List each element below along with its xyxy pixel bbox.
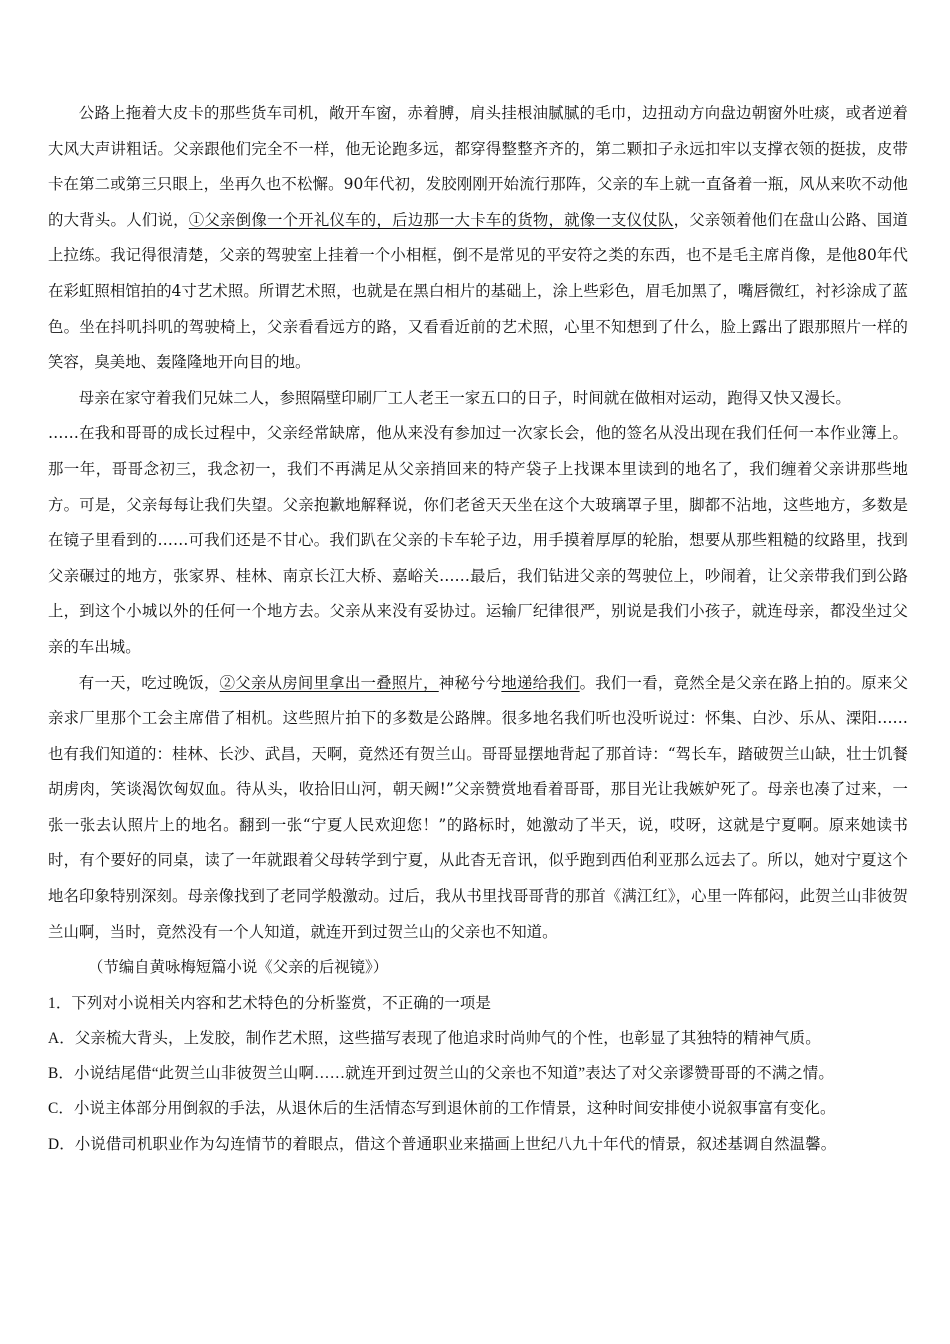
passage-text: 。我们一看，竟然全是父亲在路上拍的。原来父亲求厂里那个工会主席借了相机。这些照片拍下的多数是公路牌。很多地名我们听也没听说过：怀集、白沙、乐从、溧阳……也有我们知道的：桂林、长沙、武昌，天啊，竟然还有贺兰山。哥哥显摆地背起了那首诗：“驾长车，踏破贺兰山缺，壮士饥餐胡虏肉，笑谈渴饮匈奴血。待从头，收拾旧山河，朝天阙!”父亲赞赏地看着哥哥，那目光让我嫉妒死了。母亲也凑了过来，一张一张去认照片上的地名。翻到一张“宁夏人民欢迎您！”的路标时，她激动了半天，说，哎呀，这就是宁夏啊。原来她读书时，有个要好的同桌，读了一年就跟着父母转学到宁夏，从此杳无音讯，似乎跑到西伯利亚那么远去了。所以，她对宁夏这个地名印象特别深刻。母亲像找到了老同学般激动。过后，我从书里找哥哥背的那首《满江红》，心里一阵郁闷，此贺兰山非彼贺兰山啊，当时，竟然没有一个人知道，就连开到过贺兰山的父亲也不知道。 <box>48 673 909 941</box>
passage-paragraph-2: 母亲在家守着我们兄妹二人，参照隔壁印刷厂工人老王一家五口的日子，时间就在做相对运动，跑得又快又漫长。 <box>78 388 851 407</box>
option-letter: A． <box>48 1030 75 1048</box>
option-text: 小说主体部分用倒叙的手法，从退休后的生活情态写到退休前的工作情景，这种时间安排使小说叙事富有变化。 <box>74 1100 836 1118</box>
option-c <box>48 1091 908 1126</box>
passage-paragraph-3: ……在我和哥哥的成长过程中，父亲经常缺席，他从来没有参加过一次家长会，他的签名从没出现在我们任何一本作业簿上。那一年，哥哥念初三，我念初一，我们不再满足从父亲捎回来的特产袋子上找课本里读到的地名了，我们缠着父亲讲那些地方。可是，父亲每每让我们失望。父亲抱歉地解释说，你们老爸天天坐在这个大玻璃罩子里，脚都不沾地，这些地方，多数是在镜子里看到的……可我们还是不甘心。我们趴在父亲的卡车轮子边，用手摸着厚厚的轮胎，想要从那些粗糙的纹路里，找到父亲碾过的地方，张家界、桂林、南京长江大桥、嘉峪关……最后，我们钻进父亲的驾驶位上，吵闹着，让父亲带我们到公路上，到这个小城以外的任何一个地方去。父亲从来没有妥协过。运输厂纪律很严，别说是我们小孩子，就连母亲，都没坐过父亲的车出城。 <box>48 424 908 656</box>
option-letter: D． <box>48 1135 75 1153</box>
option-d <box>48 1127 908 1162</box>
passage-text: 有一天，吃过晚饭， <box>78 673 220 692</box>
option-letter: B． <box>48 1065 74 1083</box>
option-text: 父亲梳大背头，上发胶，制作艺术照，这些描写表现了他追求时尚帅气的个性，也彰显了其独特的精神气质。 <box>74 1030 821 1048</box>
option-b <box>48 1056 908 1091</box>
passage-paragraph-4 <box>48 666 908 951</box>
underlined-sentence-1: ①父亲倒像一个开礼仪车的，后边那一大卡车的货物，就像一支仪仗队 <box>188 210 674 229</box>
passage-text: 神秘兮兮 <box>438 673 502 692</box>
passage-text: ，父亲领着他们在盘山公路、国道上拉练。我记得很清楚，父亲的驾驶室上挂着一个小相框，倒不是常见的平安符之类的东西，也不是毛主席肖像，是他80年代在彩虹照相馆拍的4寸艺术照。所谓艺术照，也就是在黑白相片的基础上，涂上些彩色，眉毛加黑了，嘴唇微红，衬衫涂成了蓝色。坐在抖叽抖叽的驾驶椅上，父亲看看远方的路，又看看近前的艺术照，心里不知想到了什么，脸上露出了跟那照片一样的笑容，臭美地、轰隆隆地开向目的地。 <box>48 210 908 372</box>
option-a <box>48 1021 908 1056</box>
passage-text: 公路上拖着大皮卡的那些货车司机，敞开车窗，赤着膊，肩头挂根油腻腻的毛巾，边扭动方向盘边朝窗外吐痰，或者逆着大风大声讲粗话。父亲跟他们完全不一样，他无论跑多远，都穿得整整齐齐的，第二颗扣子永远扣牢以支撑衣领的挺拔，皮带卡在第二或第三只眼上，坐再久也不松懈。90年代初，发胶刚刚开始流行那阵，父亲的车上就一直备着一瓶，风从来吹不动他的大背头。人们说， <box>48 104 908 229</box>
document-page <box>48 96 908 1162</box>
option-text: 小说结尾借“此贺兰山非彼贺兰山啊……就连开到过贺兰山的父亲也不知道”表达了对父亲谬赞哥哥的不满之情。 <box>74 1065 834 1083</box>
passage-paragraph-1 <box>48 96 908 381</box>
option-text: 小说借司机职业作为勾连情节的着眼点，借这个普通职业来描画上世纪八九十年代的情景，叙述基调自然温馨。 <box>74 1135 837 1153</box>
source-citation: （节编自黄咏梅短篇小说《父亲的后视镜》） <box>88 958 389 977</box>
option-letter: C． <box>48 1100 74 1118</box>
underlined-sentence-2: ②父亲从房间里拿出一叠照片， <box>219 673 439 692</box>
underlined-phrase: 地递给我们 <box>501 673 580 692</box>
question-stem: 1．下列对小说相关内容和艺术特色的分析鉴赏，不正确的一项是 <box>48 994 491 1012</box>
